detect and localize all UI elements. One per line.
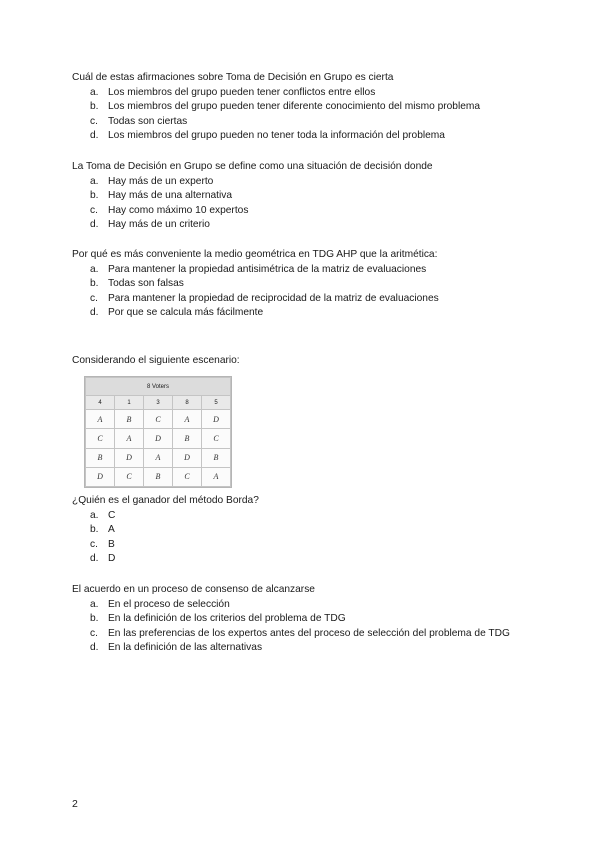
option-text: Para mantener la propiedad antisimétrica de la matriz de evaluaciones [108, 263, 427, 275]
option-text: Los miembros del grupo pueden tener conflictos entre ellos [108, 86, 376, 98]
option-item [72, 627, 542, 642]
option-letter: b. [90, 524, 99, 536]
voter-count: 5 [202, 396, 231, 410]
option-item [72, 189, 542, 204]
ranking-cell: A [173, 410, 202, 429]
option-text: B [108, 538, 115, 550]
option-item [72, 538, 542, 553]
option-text: Por que se calcula más fácilmente [108, 307, 264, 319]
question-4-followup [72, 494, 542, 567]
option-letter: b. [90, 613, 99, 625]
ranking-cell: B [173, 429, 202, 448]
ranking-cell: A [86, 410, 115, 429]
question-1 [72, 71, 542, 144]
option-letter: d. [90, 642, 99, 654]
option-item [72, 115, 542, 130]
option-text: Hay más de una alternativa [108, 190, 233, 202]
voters-title: 8 Voters [86, 378, 231, 396]
voters-grid [85, 377, 231, 487]
option-letter: d. [90, 219, 99, 231]
option-letter: a. [90, 598, 99, 610]
question-3 [72, 248, 542, 321]
ranking-cell: B [86, 448, 115, 467]
voter-count: 3 [144, 396, 173, 410]
option-item [72, 306, 542, 321]
option-text: Todas son ciertas [108, 115, 188, 127]
option-item [72, 204, 542, 219]
ranking-cell: B [202, 448, 231, 467]
option-item [72, 612, 542, 627]
option-item [72, 292, 542, 307]
option-text: Todas son falsas [108, 278, 184, 290]
ranking-cell: D [115, 448, 144, 467]
option-text: En la definición de las alternativas [108, 642, 263, 654]
ranking-cell: B [144, 467, 173, 486]
option-letter: a. [90, 175, 99, 187]
option-text: En el proceso de selección [108, 598, 230, 610]
question-4-followup-text: ¿Quién es el ganador del método Borda? [72, 495, 259, 506]
ranking-cell: C [144, 410, 173, 429]
ranking-cell: D [144, 429, 173, 448]
ranking-cell: C [115, 467, 144, 486]
option-item [72, 175, 542, 190]
option-item [72, 523, 542, 538]
option-item [72, 218, 542, 233]
question-4-options [72, 509, 542, 567]
option-text: C [108, 509, 116, 521]
question-2 [72, 160, 542, 233]
ranking-cell: D [86, 467, 115, 486]
ranking-cell: D [202, 410, 231, 429]
option-text: Hay como máximo 10 expertos [108, 204, 249, 216]
ranking-cell: C [202, 429, 231, 448]
option-item [72, 100, 542, 115]
option-letter: b. [90, 101, 99, 113]
option-text: Para mantener la propiedad de reciprocidad de la matriz de evaluaciones [108, 292, 439, 304]
voters-table [84, 376, 232, 488]
option-letter: c. [90, 115, 98, 127]
option-letter: c. [90, 627, 98, 639]
question-1-text: Cuál de estas afirmaciones sobre Toma de Decisión en Grupo es cierta [72, 72, 394, 83]
option-text: Los miembros del grupo pueden tener diferente conocimiento del mismo problema [108, 101, 481, 113]
option-letter: a. [90, 509, 99, 521]
option-letter: c. [90, 538, 98, 550]
ranking-row [86, 429, 231, 448]
option-letter: a. [90, 263, 99, 275]
question-1-options [72, 86, 542, 144]
ranking-cell: C [86, 429, 115, 448]
voter-count: 1 [115, 396, 144, 410]
question-5-options [72, 598, 542, 656]
ranking-cell: D [173, 448, 202, 467]
ranking-cell: B [115, 410, 144, 429]
page-number: 2 [72, 798, 78, 810]
option-letter: b. [90, 190, 99, 202]
option-letter: d. [90, 553, 99, 565]
voter-count: 4 [86, 396, 115, 410]
question-3-text: Por qué es más conveniente la medio geométrica en TDG AHP que la aritmética: [72, 249, 438, 260]
voters-title-row [86, 378, 231, 396]
option-item [72, 277, 542, 292]
option-text: D [108, 553, 116, 565]
option-text: Hay más de un experto [108, 175, 214, 187]
option-text: En las preferencias de los expertos antes del proceso de selección del problema de TDG [108, 627, 510, 639]
ranking-cell: C [173, 467, 202, 486]
question-4 [72, 354, 542, 369]
option-letter: c. [90, 204, 98, 216]
option-text: Hay más de un criterio [108, 219, 210, 231]
option-letter: d. [90, 130, 99, 142]
question-2-text: La Toma de Decisión en Grupo se define como una situación de decisión donde [72, 161, 433, 172]
option-item [72, 129, 542, 144]
option-item [72, 86, 542, 101]
question-5-text: El acuerdo en un proceso de consenso de alcanzarse [72, 584, 315, 595]
voters-count-row [86, 396, 231, 410]
option-item [72, 263, 542, 278]
option-text: A [108, 524, 115, 536]
option-item [72, 552, 542, 567]
ranking-cell: A [144, 448, 173, 467]
question-3-options [72, 263, 542, 321]
option-text: En la definición de los criterios del problema de TDG [108, 613, 346, 625]
question-4-text: Considerando el siguiente escenario: [72, 355, 240, 366]
option-letter: b. [90, 278, 99, 290]
voter-count: 8 [173, 396, 202, 410]
ranking-row [86, 410, 231, 429]
ranking-row [86, 467, 231, 486]
option-letter: d. [90, 307, 99, 319]
ranking-cell: A [202, 467, 231, 486]
question-5 [72, 583, 542, 656]
ranking-cell: A [115, 429, 144, 448]
option-item [72, 509, 542, 524]
option-letter: c. [90, 292, 98, 304]
option-item [72, 598, 542, 613]
option-text: Los miembros del grupo pueden no tener toda la información del problema [108, 130, 445, 142]
option-letter: a. [90, 86, 99, 98]
question-2-options [72, 175, 542, 233]
ranking-row [86, 448, 231, 467]
option-item [72, 641, 542, 656]
